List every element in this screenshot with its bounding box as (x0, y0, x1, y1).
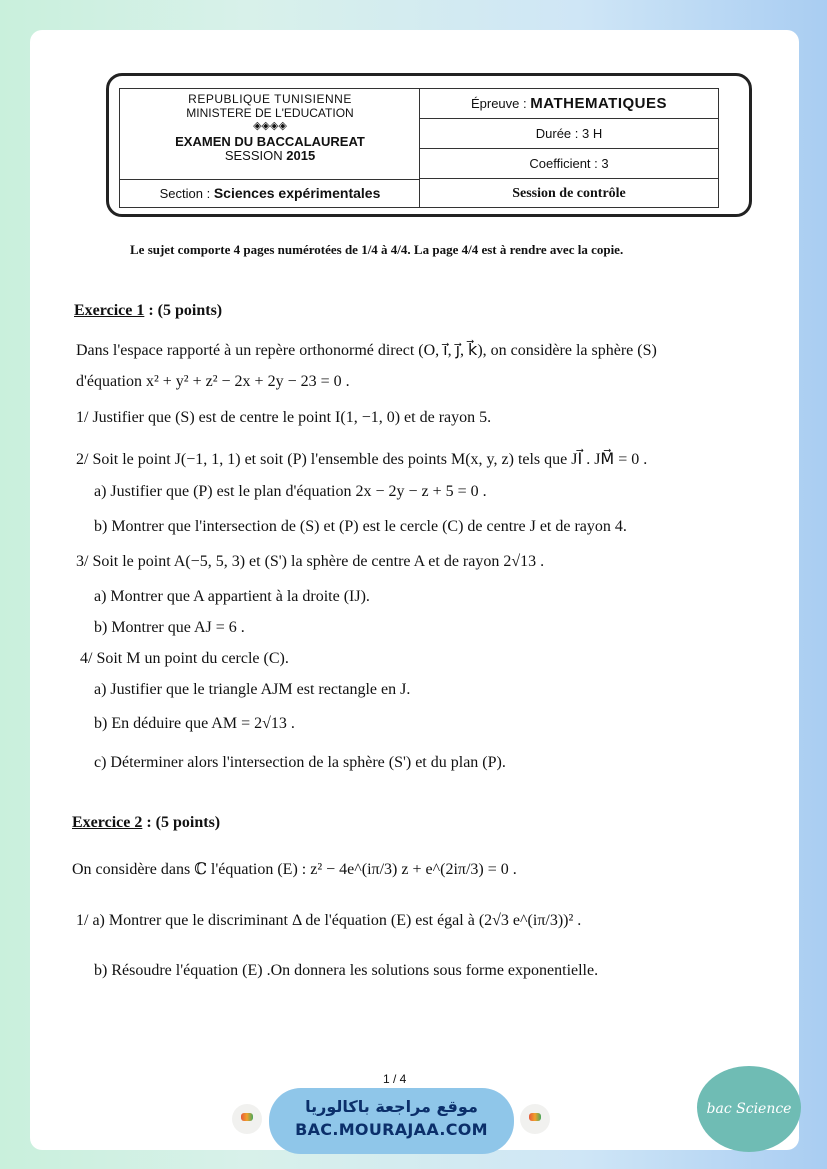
exercise-1-title (74, 302, 222, 320)
ex1-question-2b: b) Montrer que l'intersection de (S) et (P) est le cercle (C) de centre J et de rayon 4. (94, 518, 627, 535)
epreuve-value: MATHEMATIQUES (530, 95, 668, 112)
bac-science-logo: bac Science (697, 1066, 801, 1152)
section-label: Section : (159, 186, 211, 201)
section-line (120, 179, 420, 207)
exam-header (106, 73, 752, 217)
diamond-ornament: ◈◈◈◈ (253, 120, 287, 132)
exercise-2-points: : (5 points) (142, 814, 221, 831)
site-url-link[interactable]: BAC.MOURAJAA.COM (295, 1120, 488, 1139)
ex1-intro-line-1: Dans l'espace rapporté à un repère orthonormé direct (O, i⃗, j⃗, k⃗), on considère la sphère (S) (76, 342, 657, 359)
site-logo-icon-right (520, 1104, 550, 1134)
coefficient-row: Coefficient : 3 (420, 149, 718, 179)
ex2-question-1b: b) Résoudre l'équation (E) .On donnera les solutions sous forme exponentielle. (94, 962, 599, 979)
ministry-label: MINISTERE DE L'EDUCATION (186, 106, 354, 120)
header-left-panel (119, 88, 420, 208)
ex1-question-4c: c) Déterminer alors l'intersection de la sphère (S') et du plan (P). (94, 754, 506, 771)
exercise-2-title (72, 814, 220, 832)
section-value: Sciences expérimentales (213, 185, 381, 201)
site-arabic-name: موقع مراجعة باكالوريا (305, 1097, 478, 1116)
ex1-intro-line-2: d'équation x² + y² + z² − 2x + 2y − 23 = 0 . (76, 373, 350, 390)
header-right-panel (419, 88, 719, 208)
ex1-question-3: 3/ Soit le point A(−5, 5, 3) et (S') la sphère de centre A et de rayon 2√13 . (76, 553, 545, 570)
ex1-question-2: 2/ Soit le point J(−1, 1, 1) et soit (P) l'ensemble des points M(x, y, z) tels que JI⃗ . JM⃗ = 0 . (76, 451, 648, 468)
ex1-question-4a: a) Justifier que le triangle AJM est rectangle en J. (94, 681, 411, 698)
session-type-row: Session de contrôle (512, 186, 626, 201)
ex1-question-2a: a) Justifier que (P) est le plan d'équation 2x − 2y − z + 5 = 0 . (94, 483, 487, 500)
ex2-question-1a: 1/ a) Montrer que le discriminant Δ de l'équation (E) est égal à (2√3 e^(iπ/3))² . (76, 912, 582, 929)
exam-title: EXAMEN DU BACCALAUREAT (175, 134, 365, 149)
ex1-question-3a: a) Montrer que A appartient à la droite (IJ). (94, 588, 370, 605)
exercise-1-label: Exercice 1 (74, 302, 145, 319)
epreuve-row (420, 89, 718, 119)
session-label: SESSION (224, 148, 283, 163)
page-number: 1 / 4 (383, 1072, 407, 1086)
site-banner[interactable] (269, 1088, 514, 1154)
ex2-intro-line: On considère dans ℂ l'équation (E) : z² − 4e^(iπ/3) z + e^(2iπ/3) = 0 . (72, 861, 517, 878)
ex1-question-4: 4/ Soit M un point du cercle (C). (80, 650, 289, 667)
ex1-question-4b: b) En déduire que AM = 2√13 . (94, 715, 295, 732)
exercise-1-points: : (5 points) (144, 302, 223, 319)
document-page (30, 30, 799, 1150)
session-line (120, 149, 420, 163)
exercise-2-label: Exercice 2 (72, 814, 143, 831)
duree-row: Durée : 3 H (420, 119, 718, 149)
site-logo-icon (232, 1104, 262, 1134)
subject-note: Le sujet comporte 4 pages numérotées de 1/4 à 4/4. La page 4/4 est à rendre avec la copie. (130, 242, 624, 257)
epreuve-label: Épreuve : (470, 96, 527, 111)
ex1-question-1: 1/ Justifier que (S) est de centre le point I(1, −1, 0) et de rayon 5. (76, 409, 492, 426)
session-year: 2015 (286, 148, 316, 163)
ex1-question-3b: b) Montrer que AJ = 6 . (94, 619, 245, 636)
republic-label: REPUBLIQUE TUNISIENNE (188, 92, 352, 106)
